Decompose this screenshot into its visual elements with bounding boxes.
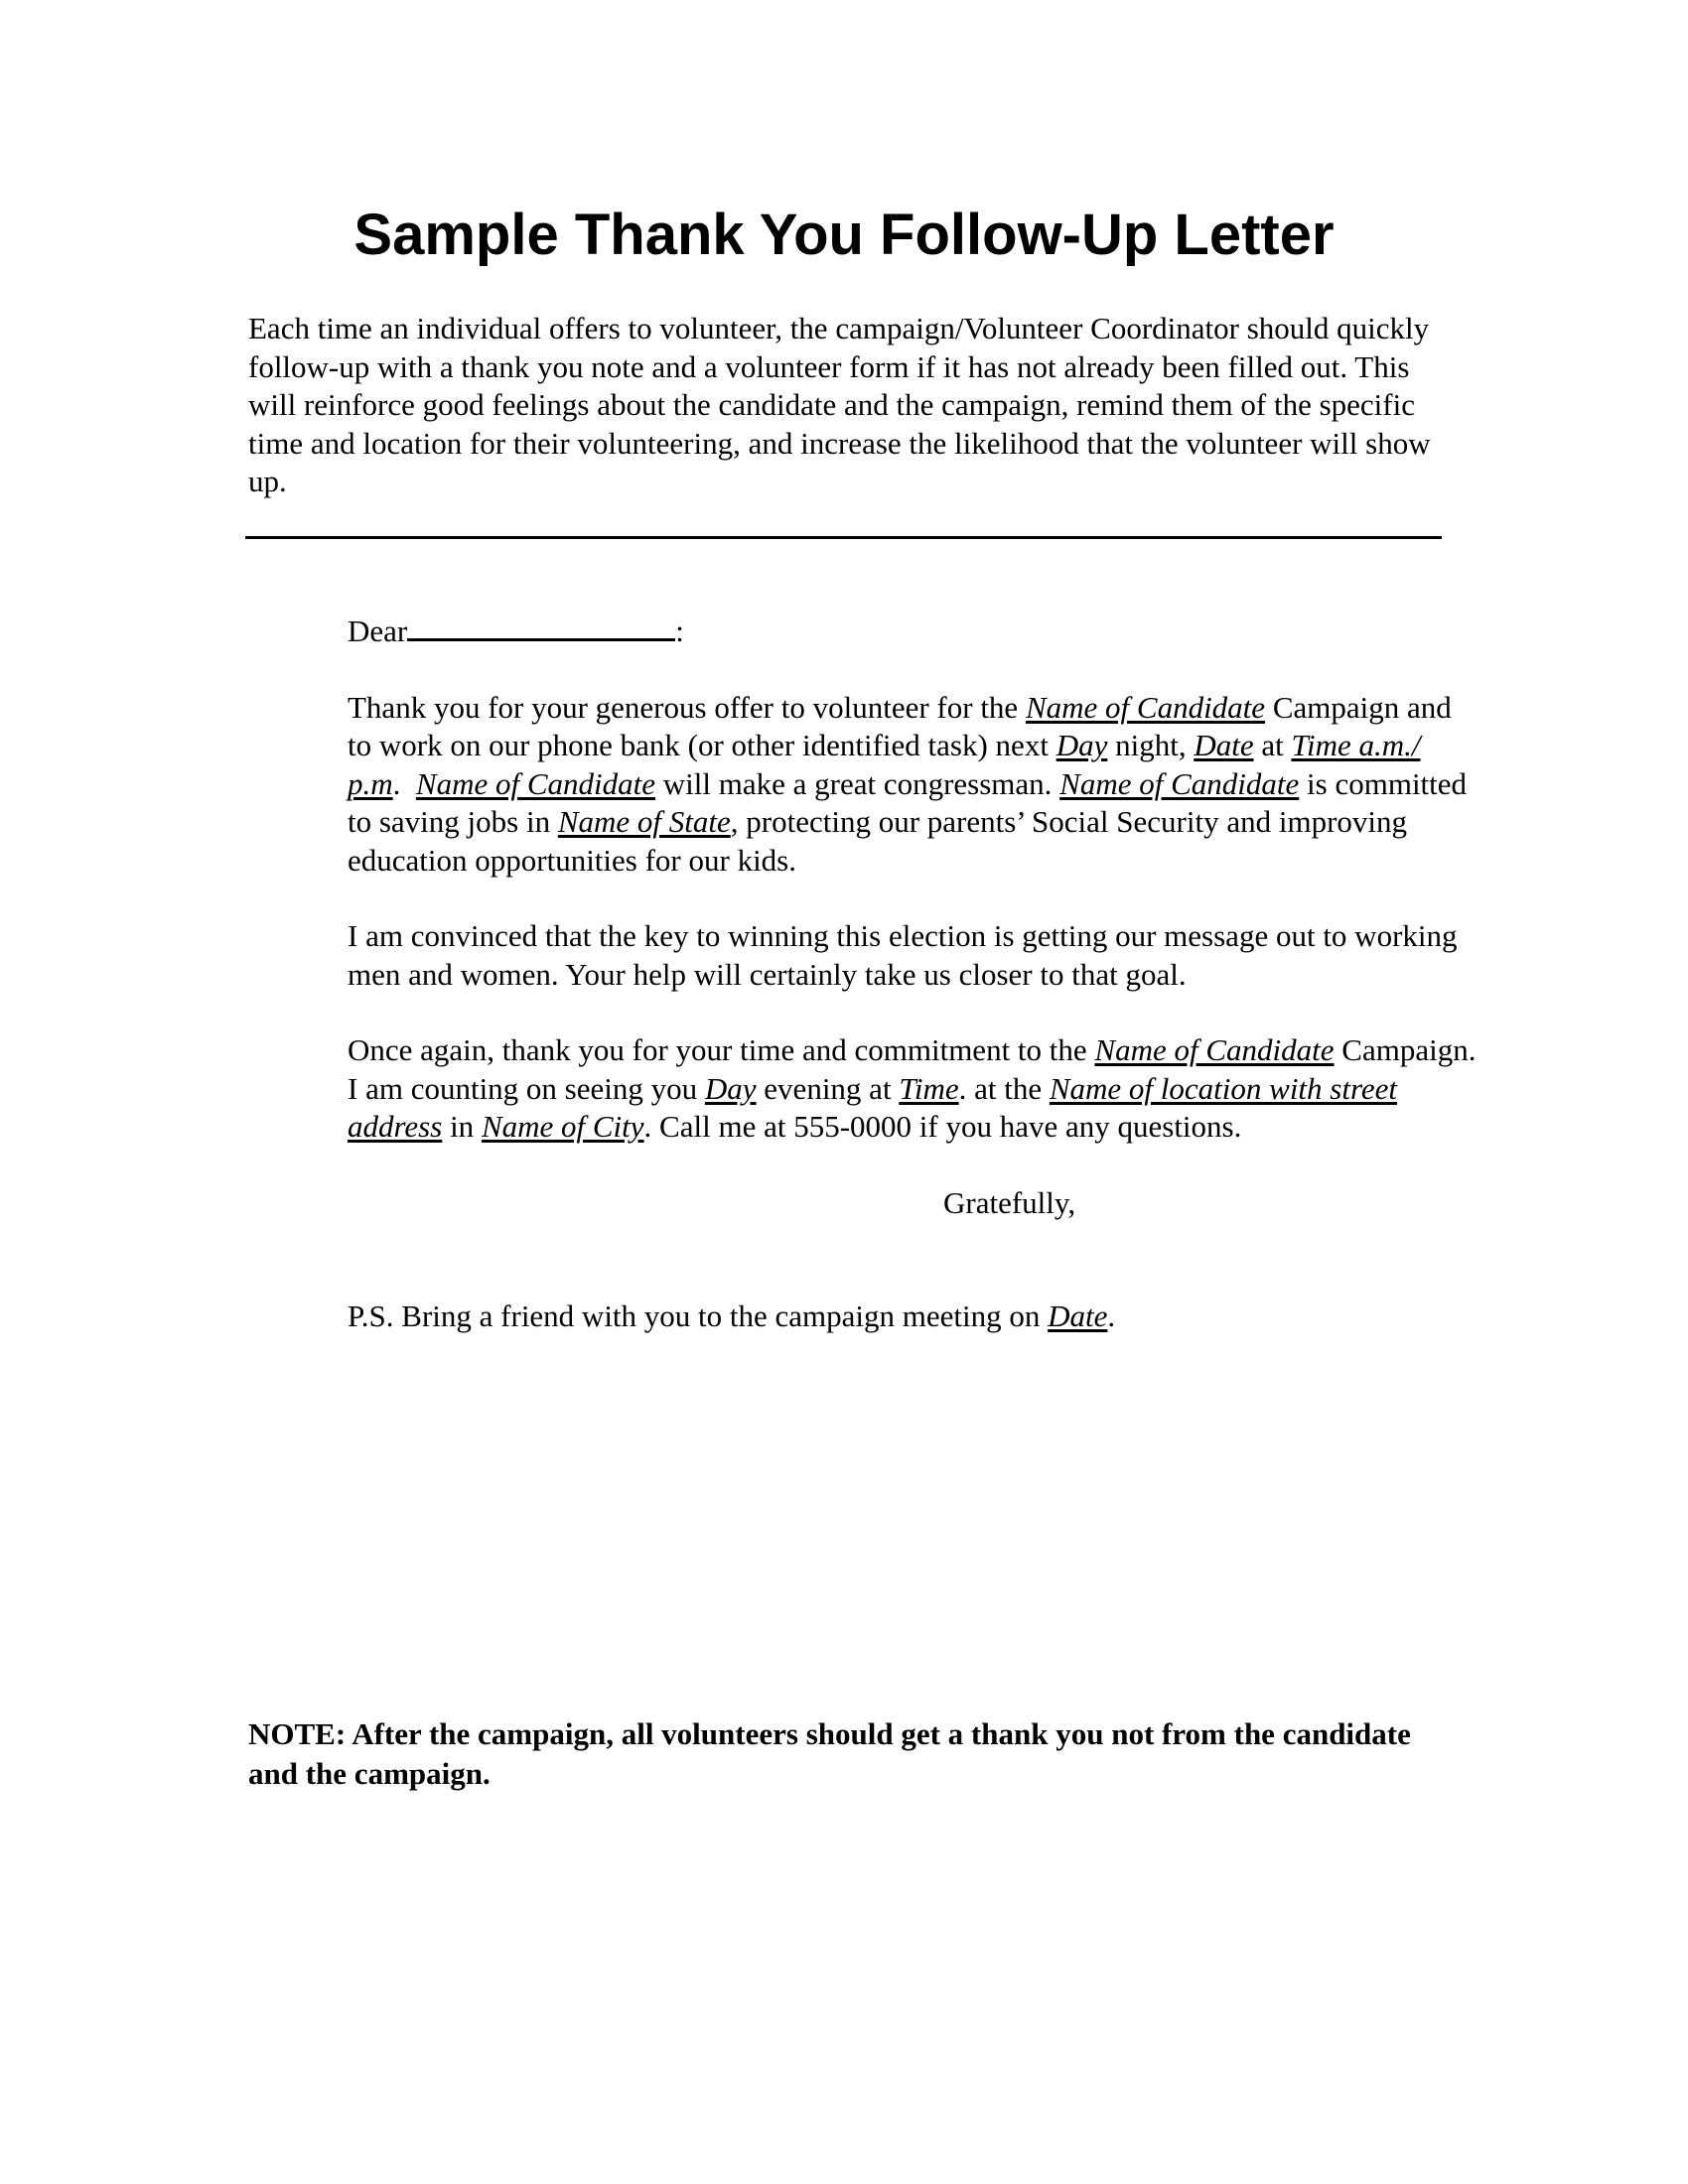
text-span: Once again, thank you for your time and commitment to the <box>348 1032 1095 1067</box>
placeholder-day: Day <box>704 1070 757 1106</box>
placeholder-location: Name of location with street address <box>348 1070 1398 1144</box>
placeholder-date: Date <box>1194 728 1254 762</box>
postscript <box>348 1297 1479 1336</box>
intro-paragraph: Each time an individual offers to volunteer, the campaign/Volunteer Coordinator should quickly follow-up with a thank you note and a volunteer form if it has not already been filled out. This will reinforce good feelings about the candidate and the campaign, remind them of the specific time and location for their volunteering, and increase the likelihood that the volunteer will show up. <box>248 311 1431 498</box>
text-span: at <box>1253 728 1292 762</box>
placeholder-candidate: Name of Candidate <box>1059 765 1300 801</box>
placeholder-day: Day <box>1055 728 1108 762</box>
letter-paragraph-1 <box>348 689 1479 881</box>
placeholder-city: Name of City <box>481 1109 644 1144</box>
salutation-text: Dear <box>348 614 408 648</box>
letter-paragraph-3 <box>348 1031 1479 1147</box>
salutation <box>348 613 1479 651</box>
text-span: . Call me at 555-0000 if you have any questions. <box>643 1109 1242 1144</box>
text-span: evening at <box>756 1070 900 1106</box>
placeholder-date: Date <box>1048 1298 1108 1333</box>
text-span: . <box>1107 1298 1116 1333</box>
text-span: night, <box>1107 728 1195 762</box>
closing: Gratefully, <box>943 1184 1076 1220</box>
text-span: . at the <box>958 1070 1050 1106</box>
placeholder-candidate: Name of Candidate <box>1094 1032 1335 1067</box>
text-span: P.S. Bring a friend with you to the campaign meeting on <box>348 1298 1049 1333</box>
text-span: , protecting our parents’ Social Security and improving education opportunities for our kids. <box>348 804 1408 878</box>
divider-line <box>245 536 1442 539</box>
page-title: Sample Thank You Follow-Up Letter <box>353 203 1335 267</box>
salutation-colon: : <box>675 614 684 648</box>
text-span: in <box>442 1109 482 1144</box>
recipient-blank-line <box>407 613 675 641</box>
text-span: is committed to saving jobs in <box>348 765 1468 839</box>
placeholder-time: Time <box>899 1070 959 1106</box>
placeholder-state: Name of State <box>557 804 731 839</box>
placeholder-candidate: Name of Candidate <box>1025 689 1266 725</box>
text-span: will make a great congressman. <box>655 765 1060 801</box>
text-span: Campaign and to work on our phone bank (or other identified task) next <box>348 689 1452 762</box>
letter-paragraph-2: I am convinced that the key to winning this election is getting our message out to working men and women. Your help will certainly take us closer to that goal. <box>348 918 1458 992</box>
placeholder-time: Time a.m./ p.m <box>348 728 1421 801</box>
note-text: NOTE: After the campaign, all volunteers should get a thank you not from the candidate and the campaign. <box>248 1716 1411 1791</box>
text-span: Thank you for your generous offer to volunteer for the <box>348 689 1026 725</box>
placeholder-candidate: Name of Candidate <box>415 765 655 801</box>
text-span: Campaign. I am counting on seeing you <box>348 1032 1477 1106</box>
letter-body <box>348 613 1479 1336</box>
text-span: . <box>392 765 416 801</box>
